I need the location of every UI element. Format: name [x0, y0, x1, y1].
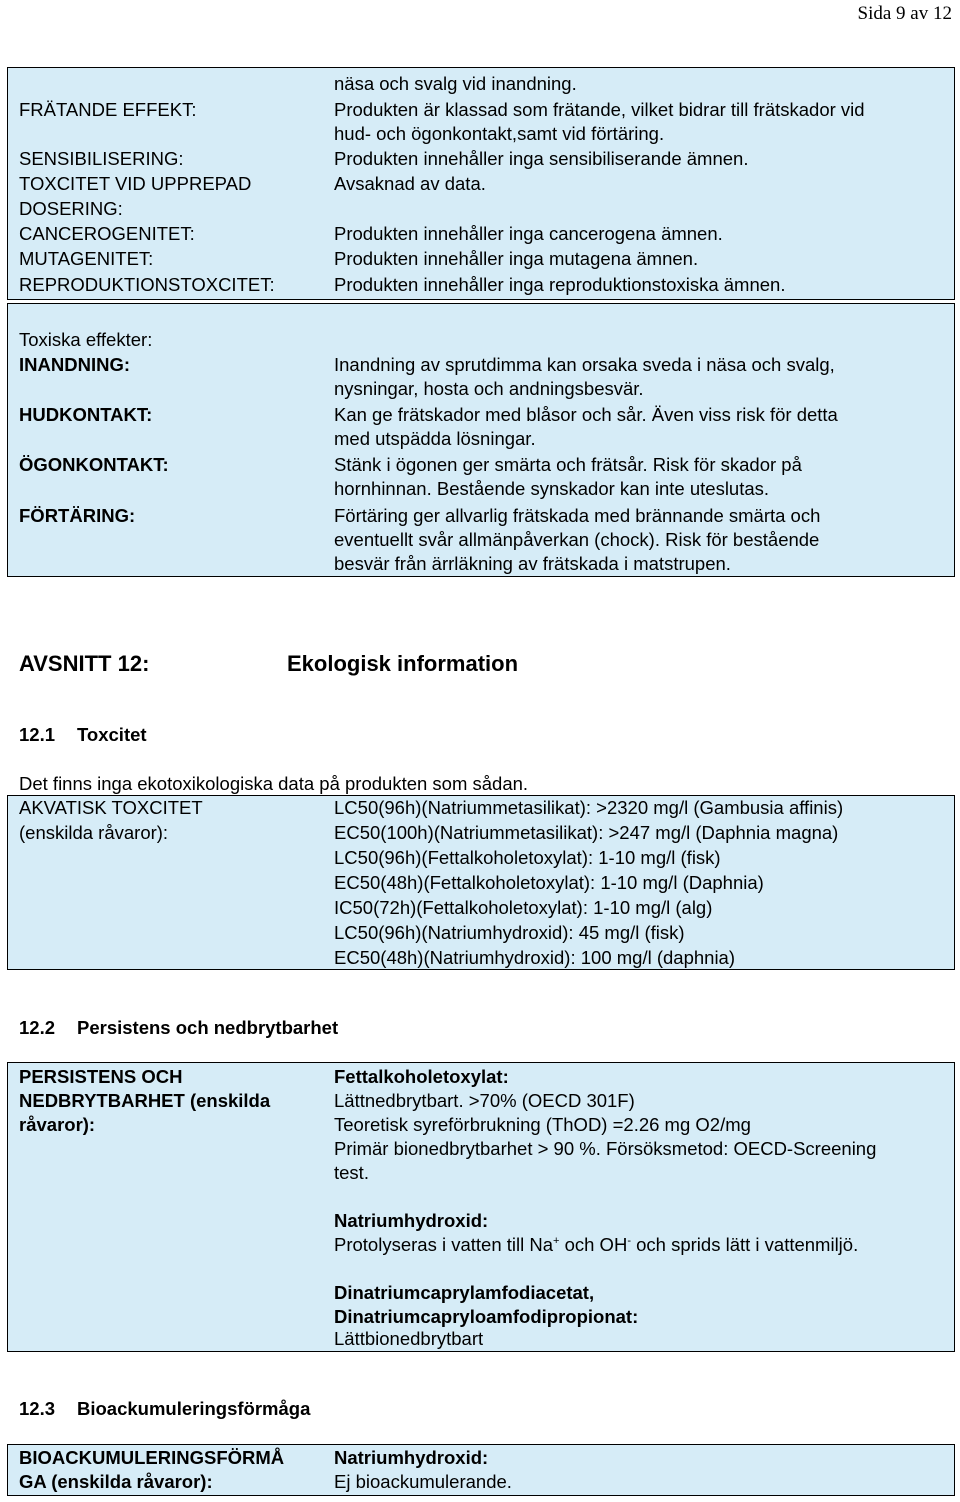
persistence-label-3: råvaror): — [19, 1114, 96, 1135]
row-label-fratande: FRÄTANDE EFFEKT: — [19, 99, 197, 120]
fettalkohol-line: Primär bionedbrytbarhet > 90 %. Försöksmetod: OECD-Screening — [334, 1138, 877, 1159]
value-ogonkontakt-2: hornhinnan. Bestående synskador kan inte uteslutas. — [334, 478, 770, 499]
label-inandning: INANDNING: — [19, 354, 130, 375]
value-inandning-2: nysningar, hosta och andningsbesvär. — [334, 378, 644, 399]
fettalkohol-line: Lättnedbrytbart. >70% (OECD 301F) — [334, 1090, 635, 1111]
value-hudkontakt-1: Kan ge frätskador med blåsor och sår. Även viss risk för detta — [334, 404, 838, 425]
subsection-12-2-title: Persistens och nedbrytbarhet — [77, 1017, 339, 1038]
persistence-label-2: NEDBRYTBARHET (enskilda — [19, 1090, 271, 1111]
row-value-cancerogenitet: Produkten innehåller inga cancerogena ämnen. — [334, 223, 723, 244]
aquatic-value: IC50(72h)(Fettalkoholetoxylat): 1-10 mg/l (alg) — [334, 897, 713, 918]
ecotox-intro: Det finns inga ekotoxikologiska data på produkten som sådan. — [19, 773, 529, 794]
page-number: Sida 9 av 12 — [857, 3, 952, 24]
value-fortaring-3: besvär från ärrläkning av frätskada i matstrupen. — [334, 553, 731, 574]
row-label-reproduktion: REPRODUKTIONSTOXCITET: — [19, 274, 275, 295]
bio-title: Natriumhydroxid: — [334, 1447, 489, 1468]
value-ogonkontakt-1: Stänk i ögonen ger smärta och frätsår. Risk för skador på — [334, 454, 802, 475]
label-ogonkontakt: ÖGONKONTAKT: — [19, 454, 169, 475]
aquatic-value: EC50(48h)(Fettalkoholetoxylat): 1-10 mg/l (Daphnia) — [334, 872, 764, 893]
persistence-label-1: PERSISTENS OCH — [19, 1066, 183, 1087]
dinatrium-title-2: Dinatriumcapryloamfodipropionat: — [334, 1306, 639, 1327]
subsection-12-3-title: Bioackumuleringsförmåga — [77, 1398, 311, 1419]
fettalkohol-line: Teoretisk syreförbrukning (ThOD) =2.26 mg O2/mg — [334, 1114, 751, 1135]
natriumhydroxid-text: Protolyseras i vatten till Na+ och OH- och sprids lätt i vattenmiljö. — [334, 1234, 859, 1255]
dinatrium-title-1: Dinatriumcaprylamfodiacetat, — [334, 1282, 595, 1303]
row-label-cancerogenitet: CANCEROGENITET: — [19, 223, 195, 244]
row-label-sensibilisering: SENSIBILISERING: — [19, 148, 184, 169]
aquatic-value: EC50(100h)(Natriummetasilikat): >247 mg/l (Daphnia magna) — [334, 822, 839, 843]
aquatic-value: LC50(96h)(Fettalkoholetoxylat): 1-10 mg/l (fisk) — [334, 847, 721, 868]
aquatic-value: LC50(96h)(Natriumhydroxid): 45 mg/l (fisk) — [334, 922, 685, 943]
row-label-mutagenitet: MUTAGENITET: — [19, 248, 154, 269]
row-value-fratande-1: Produkten är klassad som frätande, vilket bidrar till frätskador vid — [334, 99, 865, 120]
dinatrium-text: Lättbionedbrytbart — [334, 1328, 484, 1349]
aquatic-label-2: (enskilda råvaror): — [19, 822, 169, 843]
subsection-12-1-number: 12.1 — [19, 724, 56, 745]
row-value-nasa: näsa och svalg vid inandning. — [334, 73, 577, 94]
bio-label-2: GA (enskilda råvaror): — [19, 1471, 213, 1492]
row-label-dosering: DOSERING: — [19, 198, 123, 219]
section-12-number: AVSNITT 12: — [19, 651, 150, 676]
row-value-mutagenitet: Produkten innehåller inga mutagena ämnen. — [334, 248, 699, 269]
row-label-toxcitet-upprepad: TOXCITET VID UPPREPAD — [19, 173, 252, 194]
bio-label-1: BIOACKUMULERINGSFÖRMÅ — [19, 1447, 285, 1468]
bio-text: Ej bioackumulerande. — [334, 1471, 512, 1492]
value-hudkontakt-2: med utspädda lösningar. — [334, 428, 536, 449]
label-hudkontakt: HUDKONTAKT: — [19, 404, 153, 425]
section-12-title: Ekologisk information — [287, 651, 519, 676]
fettalkohol-line: test. — [334, 1162, 369, 1183]
row-value-sensibilisering: Produkten innehåller inga sensibiliserande ämnen. — [334, 148, 749, 169]
fettalkohol-title: Fettalkoholetoxylat: — [334, 1066, 509, 1087]
value-fortaring-2: eventuellt svår allmänpåverkan (chock). Risk för bestående — [334, 529, 820, 550]
toxic-effects-title: Toxiska effekter: — [19, 329, 153, 350]
row-value-toxcitet: Avsaknad av data. — [334, 173, 486, 194]
natriumhydroxid-title: Natriumhydroxid: — [334, 1210, 489, 1231]
row-value-reproduktion: Produkten innehåller inga reproduktionstoxiska ämnen. — [334, 274, 786, 295]
subsection-12-3-number: 12.3 — [19, 1398, 56, 1419]
aquatic-value: LC50(96h)(Natriummetasilikat): >2320 mg/l (Gambusia affinis) — [334, 797, 844, 818]
label-fortaring: FÖRTÄRING: — [19, 505, 136, 526]
value-fortaring-1: Förtäring ger allvarlig frätskada med brännande smärta och — [334, 505, 821, 526]
aquatic-label-1: AKVATISK TOXCITET — [19, 797, 203, 818]
subsection-12-1-title: Toxcitet — [77, 724, 147, 745]
subsection-12-2-number: 12.2 — [19, 1017, 56, 1038]
row-value-fratande-2: hud- och ögonkontakt,samt vid förtäring. — [334, 123, 665, 144]
value-inandning-1: Inandning av sprutdimma kan orsaka sveda i näsa och svalg, — [334, 354, 835, 375]
aquatic-value: EC50(48h)(Natriumhydroxid): 100 mg/l (daphnia) — [334, 947, 736, 968]
